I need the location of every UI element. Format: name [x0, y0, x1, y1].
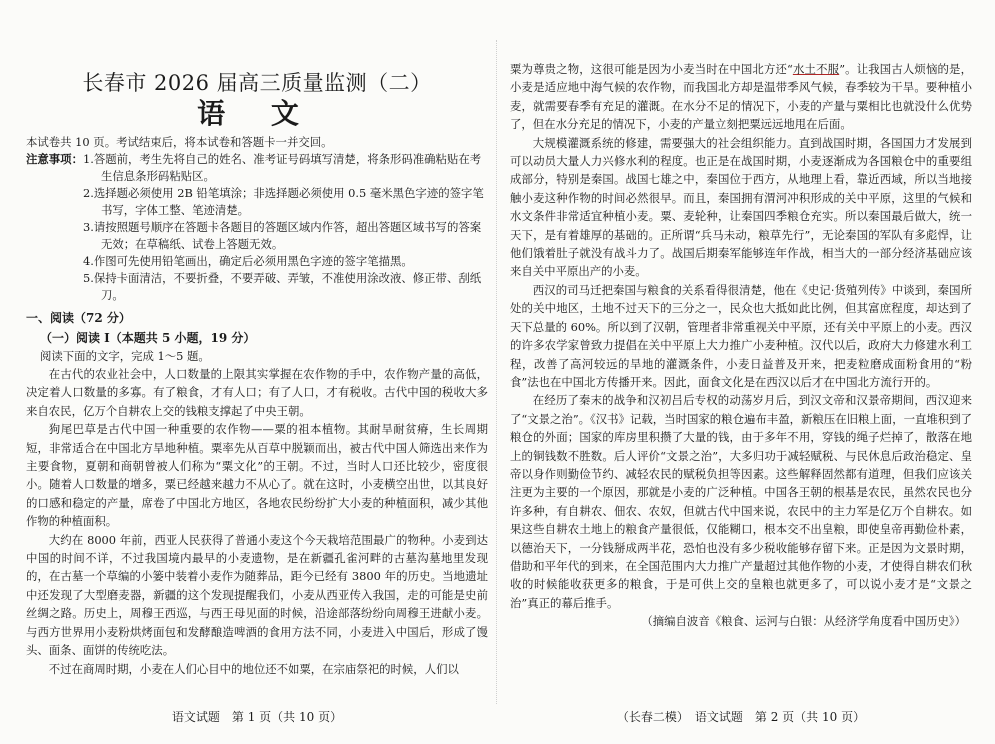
note-item: 2.选择题必须使用 2B 铅笔填涂；非选择题必须使用 0.5 毫米黑色字迹的签字笔书写，字体工整、笔迹清楚。 [82, 186, 484, 217]
passage-paragraph: 西汉的司马迁把秦国与粮食的关系看得很清楚，他在《史记·货殖列传》中谈到，秦国所处的关中地区，土地不过天下的三分之一，民众也大抵如此比例，但其富庶程度，却达到了天下总量的 60%。所以到了汉朝，管理者非常重视关中平原，还有关中平原上的小麦。西汉的许多农学家曾致力提倡在关中平原上大力推广小麦种植。汉代以后，政府大力修建水利工程，改善了高河较远的旱地的灌溉条件，小麦日益普及开来，把麦粒磨成面粉食用的“粉食”法也在中国北方传播开来。因此，面食文化是在西汉以后才在中国北方流行开的。 [510, 282, 972, 389]
section-heading: 一、阅读（72 分） [26, 311, 131, 325]
note-item: 4.作图可先使用铅笔画出，确定后必须用黑色字迹的签字笔描黑。 [82, 254, 413, 268]
paragraph-text: ”。让我国古人烦恼的是，小麦是适应地中海气候的农作物，而我国北方却是温带季风气候，春季较为干旱。要种植小麦，就需要春季有充足的灌溉。在水分不足的情况下，小麦的产量与粟相比也就没什么优势了，但在水分充足的情况下，小麦的产量立刻把粟远远地甩在后面。 [510, 62, 972, 132]
note-item: 5.保持卡面清洁，不要折叠，不要弄破、弄皱，不准使用涂改液、修正带、刮纸刀。 [82, 271, 482, 302]
exam-title: 长春市 2026 届高三质量监测（二） [82, 71, 432, 95]
passage-page-1 [26, 365, 488, 678]
notes-label: 注意事项： [26, 152, 83, 166]
passage-paragraph: 大约在 8000 年前，西亚人民获得了普通小麦这个今天栽培范围最广的物种。小麦到达中国的时间不详，不过我国境内最早的小麦遗物，是在新疆孔雀河畔的古墓沟墓地里发现的，在古墓一个草编的小篓中装着小麦作为随葬品，距今已经有 3800 年的历史。当地遗址中还发现了大型磨麦器，新疆的这个发现提醒我们，小麦从西亚传入我国，走的可能是史前丝绸之路。历史上，周穆王西巡，与西王母见面的时候，沿途部落纷纷向周穆王进献小麦。与西方世界用小麦粉烘烤面包和发酵酿造啤酒的食用方法不同，小麦进入中国后，形成了馒头、面条、面饼的传统吃法。 [26, 532, 488, 658]
passage-paragraph: 狗尾巴草是古代中国一种重要的农作物——粟的祖本植物。其耐旱耐贫瘠，生长周期短，非常适合在中国北方旱地种植。粟率先从百草中脱颖而出，被古代中国人筛选出来作为主要食物，夏朝和商朝曾被人们称为“粟文化”的王朝。不过，当时人口还比较少，密度很小。随着人口数量的增多，粟已经越来越力不从心了。就在这时，小麦横空出世，以其良好的口感和稳定的产量，席卷了中国北方地区，各地农民纷纷扩大小麦的种植面积，减少其他作物的种植面积。 [26, 422, 488, 529]
passage-paragraph: 在经历了秦末的战争和汉初吕后专权的动荡岁月后，到汉文帝和汉景帝期间，西汉迎来了“文景之治”。《汉书》记载，当时国家的粮仓遍布丰盈，新粮压在旧粮上面，一直堆积到了粮仓的外面；国家的库房里积攒了大量的钱，由于多年不用，穿钱的绳子烂掉了，散落在地上的铜钱数不胜数。后人评价“文景之治”，大多归功于减轻赋税、与民休息后政治稳定、皇帝以身作则勤俭节约、减轻农民的赋税负担等因素。这些解释固然都有道理，但我们应该关注更为主要的一个原因，那就是小麦的广泛种植。中国各王朝的根基是农民，虽然农民也分许多种，有自耕农、佃农、农奴，但就古代中国来说，农民中的主力军是亿万个自耕农。如果这些自耕农土地上的粮食产量很低，仅能糊口，根本交不出皇粮，即使皇帝再勤俭朴素，以德治天下，一分钱掰成两半花，恐怕也没有多少税收能够存留下来。正是因为文景时期，借助和平年代的到来，在全国范围内大力推广产量超过其他作物的小麦，才使得自耕农们秋收的时候能收获更多的粮食，于是可供上交的皇粮也就更多了，可以说小麦才是“文景之治”真正的幕后推手。 [510, 393, 972, 610]
notes-block [26, 151, 488, 304]
highlighted-phrase: 水土不服 [792, 62, 840, 76]
page-1 [26, 0, 488, 744]
note-item: 3.请按照题号顺序在答题卡各题目的答题区域内作答，超出答题区域书写的答案无效；在草稿纸、试卷上答题无效。 [82, 220, 482, 251]
page-2 [510, 0, 972, 744]
note-item: 1.答题前，考生先将自己的姓名、准考证号码填写清楚，将条形码准确粘贴在考生信息条形码粘贴区。 [82, 152, 482, 183]
passage-page-2 [510, 0, 972, 631]
passage-paragraph-continued [510, 60, 972, 134]
passage-paragraph: 大规模灌溉系统的修建，需要强大的社会组织能力。直到战国时期，各国国力才发展到可以动员大量人力兴修水利的程度。也正是在战国时期，小麦逐渐成为各国粮仓中的重要组成部分，特别是秦国。战国七雄之中，秦国位于西方，从地理上看，靠近西域，所以当地接触小麦这种作物的时间必然很早。而且，秦国拥有渭河冲积形成的关中平原，这里的气候和水文条件非常适宜种植小麦。粟、麦轮种，让秦国四季粮仓充实。所以秦国最后做大，统一天下，是有着雄厚的基础的。正所谓“兵马未动，粮草先行”，无论秦国的军队有多彪悍，让他们饿着肚子就没有战斗力了。战国后期秦军能够连年作战，相当大的一部分经济基础应该来自关中平原出产的小麦。 [510, 135, 972, 279]
notes-list [83, 151, 488, 304]
column-divider [496, 40, 497, 704]
passage-paragraph: 在古代的农业社会中，人口数量的上限其实掌握在农作物的手中，农作物产量的高低，决定着人口数量的多寡。有了粮食，才有人口；有了人口，才有税收。古代中国的税收大多来自农民，亿万个自耕农上交的钱粮支撑起了中央王朝。 [26, 367, 488, 418]
page-1-footer: 语文试题 第 1 页（共 10 页） [171, 710, 343, 724]
subject-title: 语 文 [197, 97, 317, 130]
reading-instruction: 阅读下面的文字，完成 1～5 题。 [40, 349, 210, 363]
passage-paragraph: 不过在商周时期，小麦在人们心目中的地位还不如粟，在宗庙祭祀的时候，人们以 [48, 661, 459, 676]
page-2-footer: （长春二模） 语文试题 第 2 页（共 10 页） [616, 710, 866, 724]
paragraph-text: 粟为尊贵之物，这很可能是因为小麦当时在中国北方还“ [510, 62, 793, 76]
source-citation: （摘编自波音《粮食、运河与白银：从经济学角度看中国历史》） [641, 614, 966, 629]
exam-intro: 本试卷共 10 页。考试结束后，将本试卷和答题卡一并交回。 [26, 135, 333, 149]
subsection-heading: （一）阅读 I（本题共 5 小题，19 分） [40, 331, 256, 345]
